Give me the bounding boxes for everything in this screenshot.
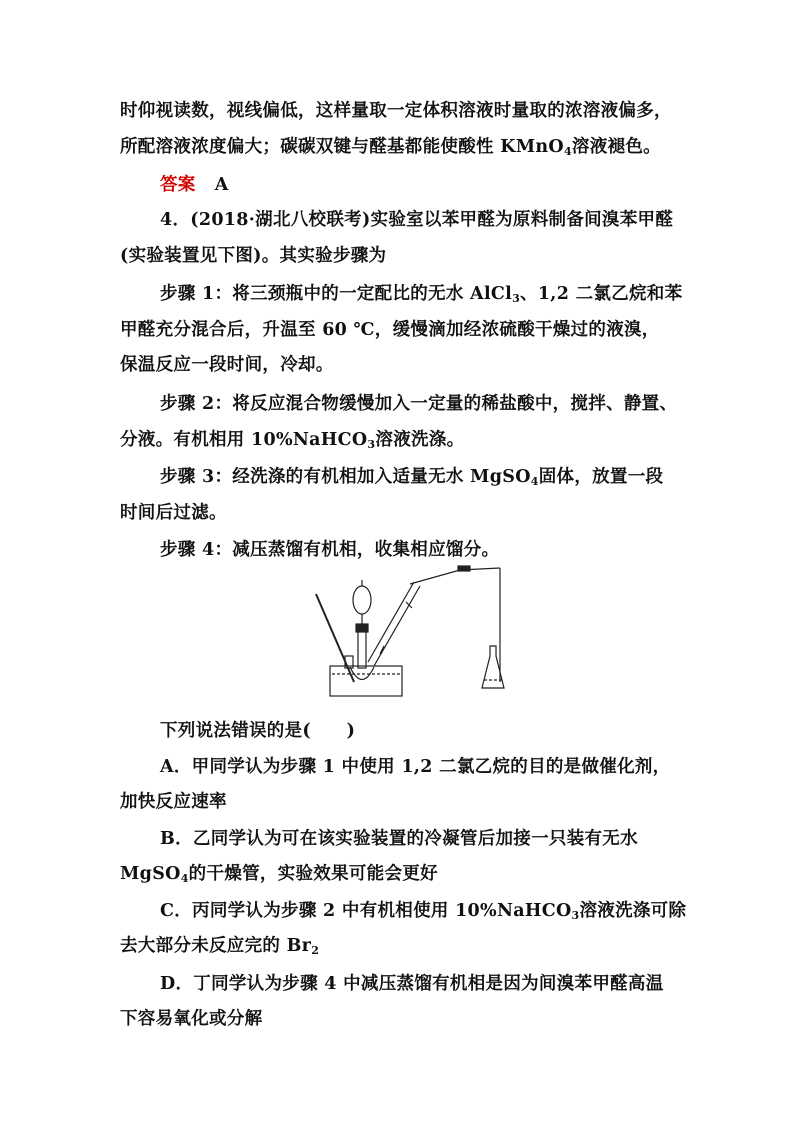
step-2: 步骤 2：将反应混合物缓慢加入一定量的稀盐酸中，搅拌、静置、 bbox=[160, 394, 678, 414]
subscript: 3 bbox=[571, 909, 580, 922]
text-span: MgSO bbox=[120, 864, 181, 884]
option-c bbox=[160, 897, 686, 922]
text-line bbox=[120, 860, 438, 885]
text-span: 溶液洗涤。 bbox=[375, 430, 465, 450]
text-line bbox=[120, 133, 661, 158]
text-line: 下容易氧化或分解 bbox=[120, 1009, 263, 1029]
text-span: 步骤 3：经洗涤的有机相加入适量无水 MgSO bbox=[160, 467, 531, 487]
subscript: 4 bbox=[563, 145, 572, 158]
subscript: 3 bbox=[512, 292, 521, 305]
text-span: 固体，放置一段 bbox=[538, 467, 664, 487]
water-bath bbox=[330, 666, 402, 696]
text-span: 的干燥管，实验效果可能会更好 bbox=[188, 864, 438, 884]
water-out-arrow bbox=[406, 602, 412, 608]
option-a: A．甲同学认为步骤 1 中使用 1,2 二氯乙烷的目的是做催化剂， bbox=[160, 757, 671, 777]
answer-line bbox=[160, 171, 229, 196]
text-span: 分液。有机相用 10%NaHCO bbox=[120, 430, 368, 450]
subscript: 2 bbox=[311, 944, 320, 957]
distillation-apparatus-figure bbox=[310, 562, 510, 702]
text-line: 时间后过滤。 bbox=[120, 503, 227, 523]
subscript: 3 bbox=[367, 438, 376, 451]
text-span: 溶液洗涤可除 bbox=[579, 901, 687, 921]
condenser-outer bbox=[374, 586, 420, 666]
question-stem: 4．(2018·湖北八校联考)实验室以苯甲醛为原料制备间溴苯甲醛 bbox=[160, 210, 674, 230]
text-span: C．丙同学认为步骤 2 中有机相使用 10%NaHCO bbox=[160, 901, 572, 921]
thermometer bbox=[316, 594, 354, 682]
text-line bbox=[120, 426, 464, 451]
step-1 bbox=[160, 280, 682, 305]
question-prompt: 下列说法错误的是( ) bbox=[160, 721, 356, 741]
step-3 bbox=[160, 463, 663, 488]
text-span: 、1,2 二氯乙烷和苯 bbox=[520, 284, 683, 304]
answer-value: A bbox=[214, 175, 229, 195]
flask-neck-center bbox=[358, 630, 366, 668]
text-span: 步骤 1：将三颈瓶中的一定配比的无水 AlCl bbox=[160, 284, 513, 304]
dropping-funnel bbox=[353, 586, 371, 614]
tube-joint bbox=[458, 566, 470, 571]
receiving-flask bbox=[482, 646, 504, 688]
text-line: 时仰视读数，视线偏低，这样量取一定体积溶液时量取的浓溶液偏多， bbox=[120, 101, 672, 121]
subscript: 4 bbox=[180, 872, 189, 885]
subscript: 4 bbox=[530, 475, 539, 488]
text-line bbox=[120, 932, 319, 957]
text-line: 甲醛充分混合后，升温至 60 ℃，缓慢滴加经浓硫酸干燥过的液溴， bbox=[120, 320, 660, 340]
option-b: B．乙同学认为可在该实验装置的冷凝管后加接一只装有无水 bbox=[160, 829, 638, 849]
delivery-tube bbox=[410, 568, 500, 584]
step-4: 步骤 4：减压蒸馏有机相，收集相应馏分。 bbox=[160, 540, 500, 560]
condenser-inner bbox=[368, 582, 414, 662]
text-line: (实验装置见下图)。其实验步骤为 bbox=[120, 246, 387, 266]
text-span: 去大部分未反应完的 Br bbox=[120, 936, 312, 956]
three-neck-flask-body bbox=[350, 667, 374, 680]
text-span: 溶液褪色。 bbox=[571, 137, 661, 157]
answer-label: 答案 bbox=[160, 175, 196, 195]
option-d: D．丁同学认为步骤 4 中减压蒸馏有机相是因为间溴苯甲醛高温 bbox=[160, 974, 664, 994]
text-line: 加快反应速率 bbox=[120, 792, 227, 812]
text-span: 所配溶液浓度偏大；碳碳双键与醛基都能使酸性 KMnO bbox=[120, 137, 564, 157]
text-line: 保温反应一段时间，冷却。 bbox=[120, 355, 334, 375]
